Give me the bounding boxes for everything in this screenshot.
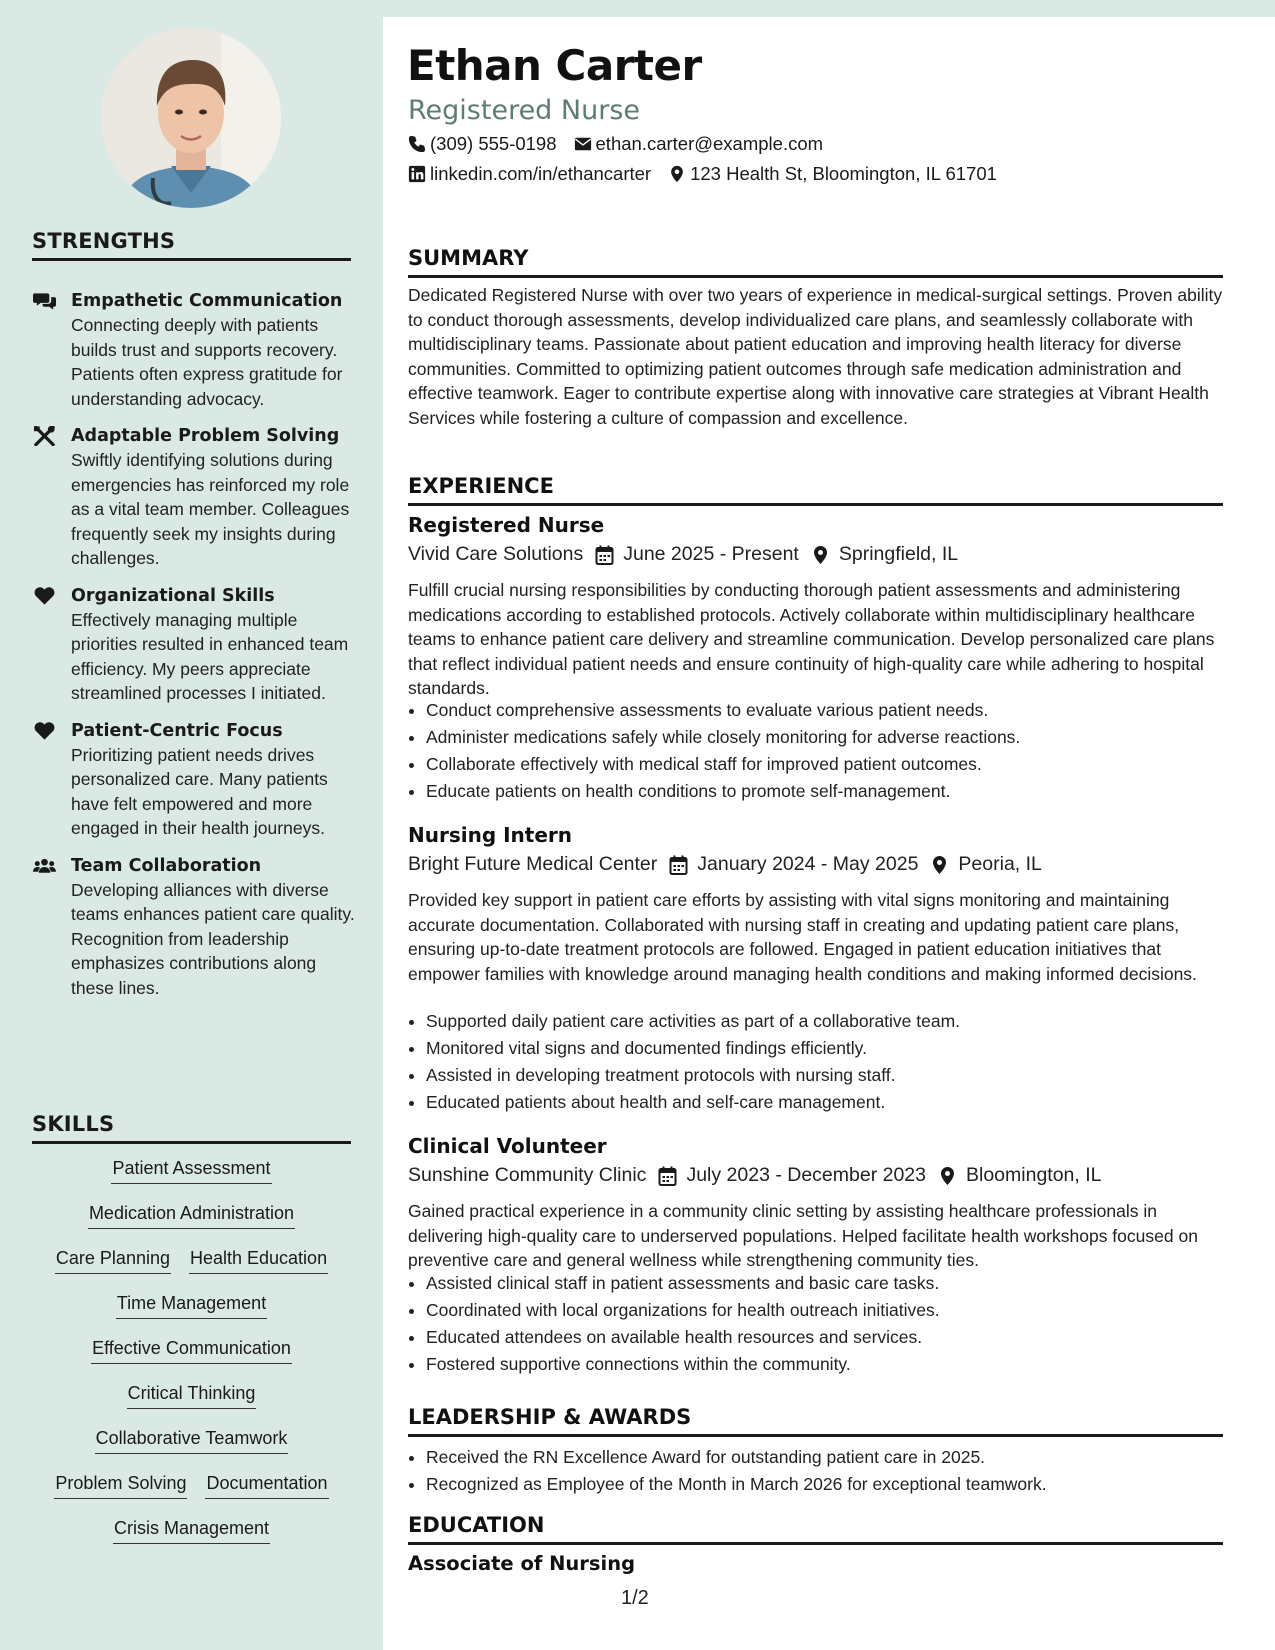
list-item: • Monitored vital signs and documented findings efficiently. xyxy=(426,1035,1256,1062)
job-description: Gained practical experience in a community clinic setting by assisting healthcare professionals in delivering high-quality care to underserved populations. Helped facilitate health workshops focused on preventive care and general wellness while strengthening community ties. xyxy=(408,1201,1198,1270)
education-heading: EDUCATION xyxy=(408,1513,1223,1545)
envelope-icon xyxy=(574,135,592,153)
list-item: • Collaborate effectively with medical staff for improved patient outcomes. xyxy=(426,751,1256,778)
job-meta xyxy=(408,853,1042,876)
job-description: Fulfill crucial nursing responsibilities by conducting thorough patient assessments and administering medications according to established protocols. Actively collaborate within multidisciplinary healthcare teams to enhance patient care delivery and streamline communication. Develop personalized care plans that reflect individual patient needs and ensure continuity of high-quality care while adhering to hospital standards. xyxy=(408,580,1215,698)
list-item: • Educated patients about health and self-care management. xyxy=(426,1089,1256,1116)
degree-title: Associate of Nursing xyxy=(408,1552,636,1575)
list-item: • Coordinated with local organizations for health outreach initiatives. xyxy=(426,1297,1256,1324)
list-item: • Assisted clinical staff in patient assessments and basic care tasks. xyxy=(426,1270,1256,1297)
strength-description: Swiftly identifying solutions during emergencies has reinforced my role as a vital team member. Colleagues frequently seek my insights during challenges. xyxy=(71,450,350,568)
skill-tag: Critical Thinking xyxy=(127,1381,257,1409)
phone-icon xyxy=(408,135,426,153)
calendar-icon xyxy=(658,1166,677,1186)
job-bullets xyxy=(408,697,1256,805)
map-pin-icon xyxy=(938,1166,957,1186)
strength-description: Effectively managing multiple priorities resulted in enhanced team efficiency. My peers appreciate streamlined processes I initiated. xyxy=(71,609,349,703)
list-item: • Administer medications safely while closely monitoring for adverse reactions. xyxy=(426,724,1256,751)
email-contact[interactable] xyxy=(574,133,824,155)
skill-tag: Patient Assessment xyxy=(111,1156,271,1184)
job-description: Provided key support in patient care efforts by assisting with vital signs monitoring and maintaining accurate documentation. Collaborated with nursing staff in creating and updating patient care plans, ensuring up-to-date treatment protocols are followed. Engaged in patient education initiatives that empower families with knowledge around managing health conditions and making informed decisions. xyxy=(408,890,1197,984)
strength-title: Empathetic Communication xyxy=(71,291,343,311)
job-meta xyxy=(408,543,958,566)
strength-item xyxy=(30,289,355,411)
contact-row xyxy=(408,133,840,155)
company-name: Vivid Care Solutions xyxy=(408,543,584,565)
email-link[interactable]: ethan.carter@example.com xyxy=(595,133,824,154)
tools-icon xyxy=(33,426,56,446)
chat-icon xyxy=(33,291,56,311)
skill-tag: Time Management xyxy=(116,1291,267,1319)
awards-heading: LEADERSHIP & AWARDS xyxy=(408,1405,1223,1437)
candidate-role: Registered Nurse xyxy=(408,95,640,126)
linkedin-contact[interactable] xyxy=(408,163,651,185)
strength-description: Developing alliances with diverse teams enhances patient care quality. Recognition from leadership emphasizes contributions along these lines. xyxy=(71,879,355,998)
skill-tag: Problem Solving xyxy=(54,1471,187,1499)
address-text: 123 Health St, Bloomington, IL 61701 xyxy=(690,163,997,184)
strength-item xyxy=(30,424,355,571)
address-contact xyxy=(668,163,997,185)
job-location: Springfield, IL xyxy=(838,543,959,565)
list-item: • Educated attendees on available health resources and services. xyxy=(426,1324,1256,1351)
avatar xyxy=(101,28,281,208)
users-icon xyxy=(33,856,56,876)
summary-text: Dedicated Registered Nurse with over two years of experience in medical-surgical settings. Proven ability to conduct thorough assessments, develop individualized care plans, and seamlessly collaborate with multidisciplinary teams. Passionate about patient education and improving health literacy for diverse communities. Committed to optimizing patient outcomes through safe medication administration and effective teamwork. Eager to contribute expertise along with innovative care strategies at Vibrant Health Services while fostering a culture of compassion and excellence. xyxy=(408,285,1223,428)
strength-description: Prioritizing patient needs drives personalized care. Many patients have felt empowered and more engaged in their health journeys. xyxy=(71,744,328,838)
skill-tag: Crisis Management xyxy=(113,1516,270,1544)
strength-title: Organizational Skills xyxy=(71,585,275,606)
contact-row xyxy=(408,163,1014,185)
job-bullets xyxy=(408,1270,1256,1378)
sidebar xyxy=(0,0,383,1650)
phone-number: (309) 555-0198 xyxy=(430,133,557,154)
job-title: Registered Nurse xyxy=(408,513,605,537)
main-content xyxy=(383,17,1275,1650)
list-item: • Assisted in developing treatment protocols with nursing staff. xyxy=(426,1062,1256,1089)
page-number: 1/2 xyxy=(621,1587,649,1609)
strengths-list xyxy=(30,289,355,1013)
strengths-heading: STRENGTHS xyxy=(32,229,351,261)
skill-tag: Collaborative Teamwork xyxy=(95,1426,289,1454)
calendar-icon xyxy=(669,855,688,875)
map-pin-icon xyxy=(811,545,830,565)
awards-list xyxy=(408,1444,1256,1498)
list-item: • Recognized as Employee of the Month in March 2026 for exceptional teamwork. xyxy=(426,1471,1256,1498)
list-item: • Fostered supportive connections within the community. xyxy=(426,1351,1256,1378)
skill-tag: Health Education xyxy=(189,1246,328,1274)
company-name: Sunshine Community Clinic xyxy=(408,1164,647,1186)
strength-description: Connecting deeply with patients builds trust and supports recovery. Patients often express gratitude for understanding advocacy. xyxy=(71,315,343,409)
summary-heading: SUMMARY xyxy=(408,246,1223,278)
job-location: Bloomington, IL xyxy=(966,1164,1102,1186)
job-title: Clinical Volunteer xyxy=(408,1134,607,1158)
linkedin-icon xyxy=(408,165,426,183)
list-item: • Educate patients on health conditions to promote self-management. xyxy=(426,778,1256,805)
heart-icon xyxy=(33,721,56,741)
strength-item xyxy=(30,854,355,1001)
strength-item xyxy=(30,719,355,841)
experience-heading: EXPERIENCE xyxy=(408,474,1223,506)
skills-heading: SKILLS xyxy=(32,1112,351,1144)
strength-title: Team Collaboration xyxy=(71,855,262,876)
skills-list xyxy=(32,1156,351,1561)
skill-tag: Documentation xyxy=(205,1471,328,1499)
skill-tag: Care Planning xyxy=(55,1246,171,1274)
map-pin-icon xyxy=(668,165,686,183)
map-pin-icon xyxy=(930,855,949,875)
job-dates: January 2024 - May 2025 xyxy=(697,853,919,875)
job-dates: July 2023 - December 2023 xyxy=(686,1164,926,1186)
linkedin-link[interactable]: linkedin.com/in/ethancarter xyxy=(430,163,652,184)
skill-tag: Effective Communication xyxy=(91,1336,292,1364)
list-item: • Supported daily patient care activities as part of a collaborative team. xyxy=(426,1008,1256,1035)
company-name: Bright Future Medical Center xyxy=(408,853,658,875)
job-bullets xyxy=(408,1008,1256,1116)
calendar-icon xyxy=(595,545,614,565)
job-title: Nursing Intern xyxy=(408,823,573,847)
phone-contact xyxy=(408,133,557,155)
job-dates: June 2025 - Present xyxy=(623,543,799,565)
list-item: • Conduct comprehensive assessments to evaluate various patient needs. xyxy=(426,697,1256,724)
strength-title: Adaptable Problem Solving xyxy=(71,426,340,446)
list-item: • Received the RN Excellence Award for outstanding patient care in 2025. xyxy=(426,1444,1256,1471)
strength-item xyxy=(30,584,355,706)
heart-icon xyxy=(33,586,56,606)
skill-tag: Medication Administration xyxy=(88,1201,295,1229)
job-location: Peoria, IL xyxy=(958,853,1042,875)
candidate-name: Ethan Carter xyxy=(407,41,702,90)
strength-title: Patient-Centric Focus xyxy=(71,720,283,741)
job-meta xyxy=(408,1164,1102,1187)
